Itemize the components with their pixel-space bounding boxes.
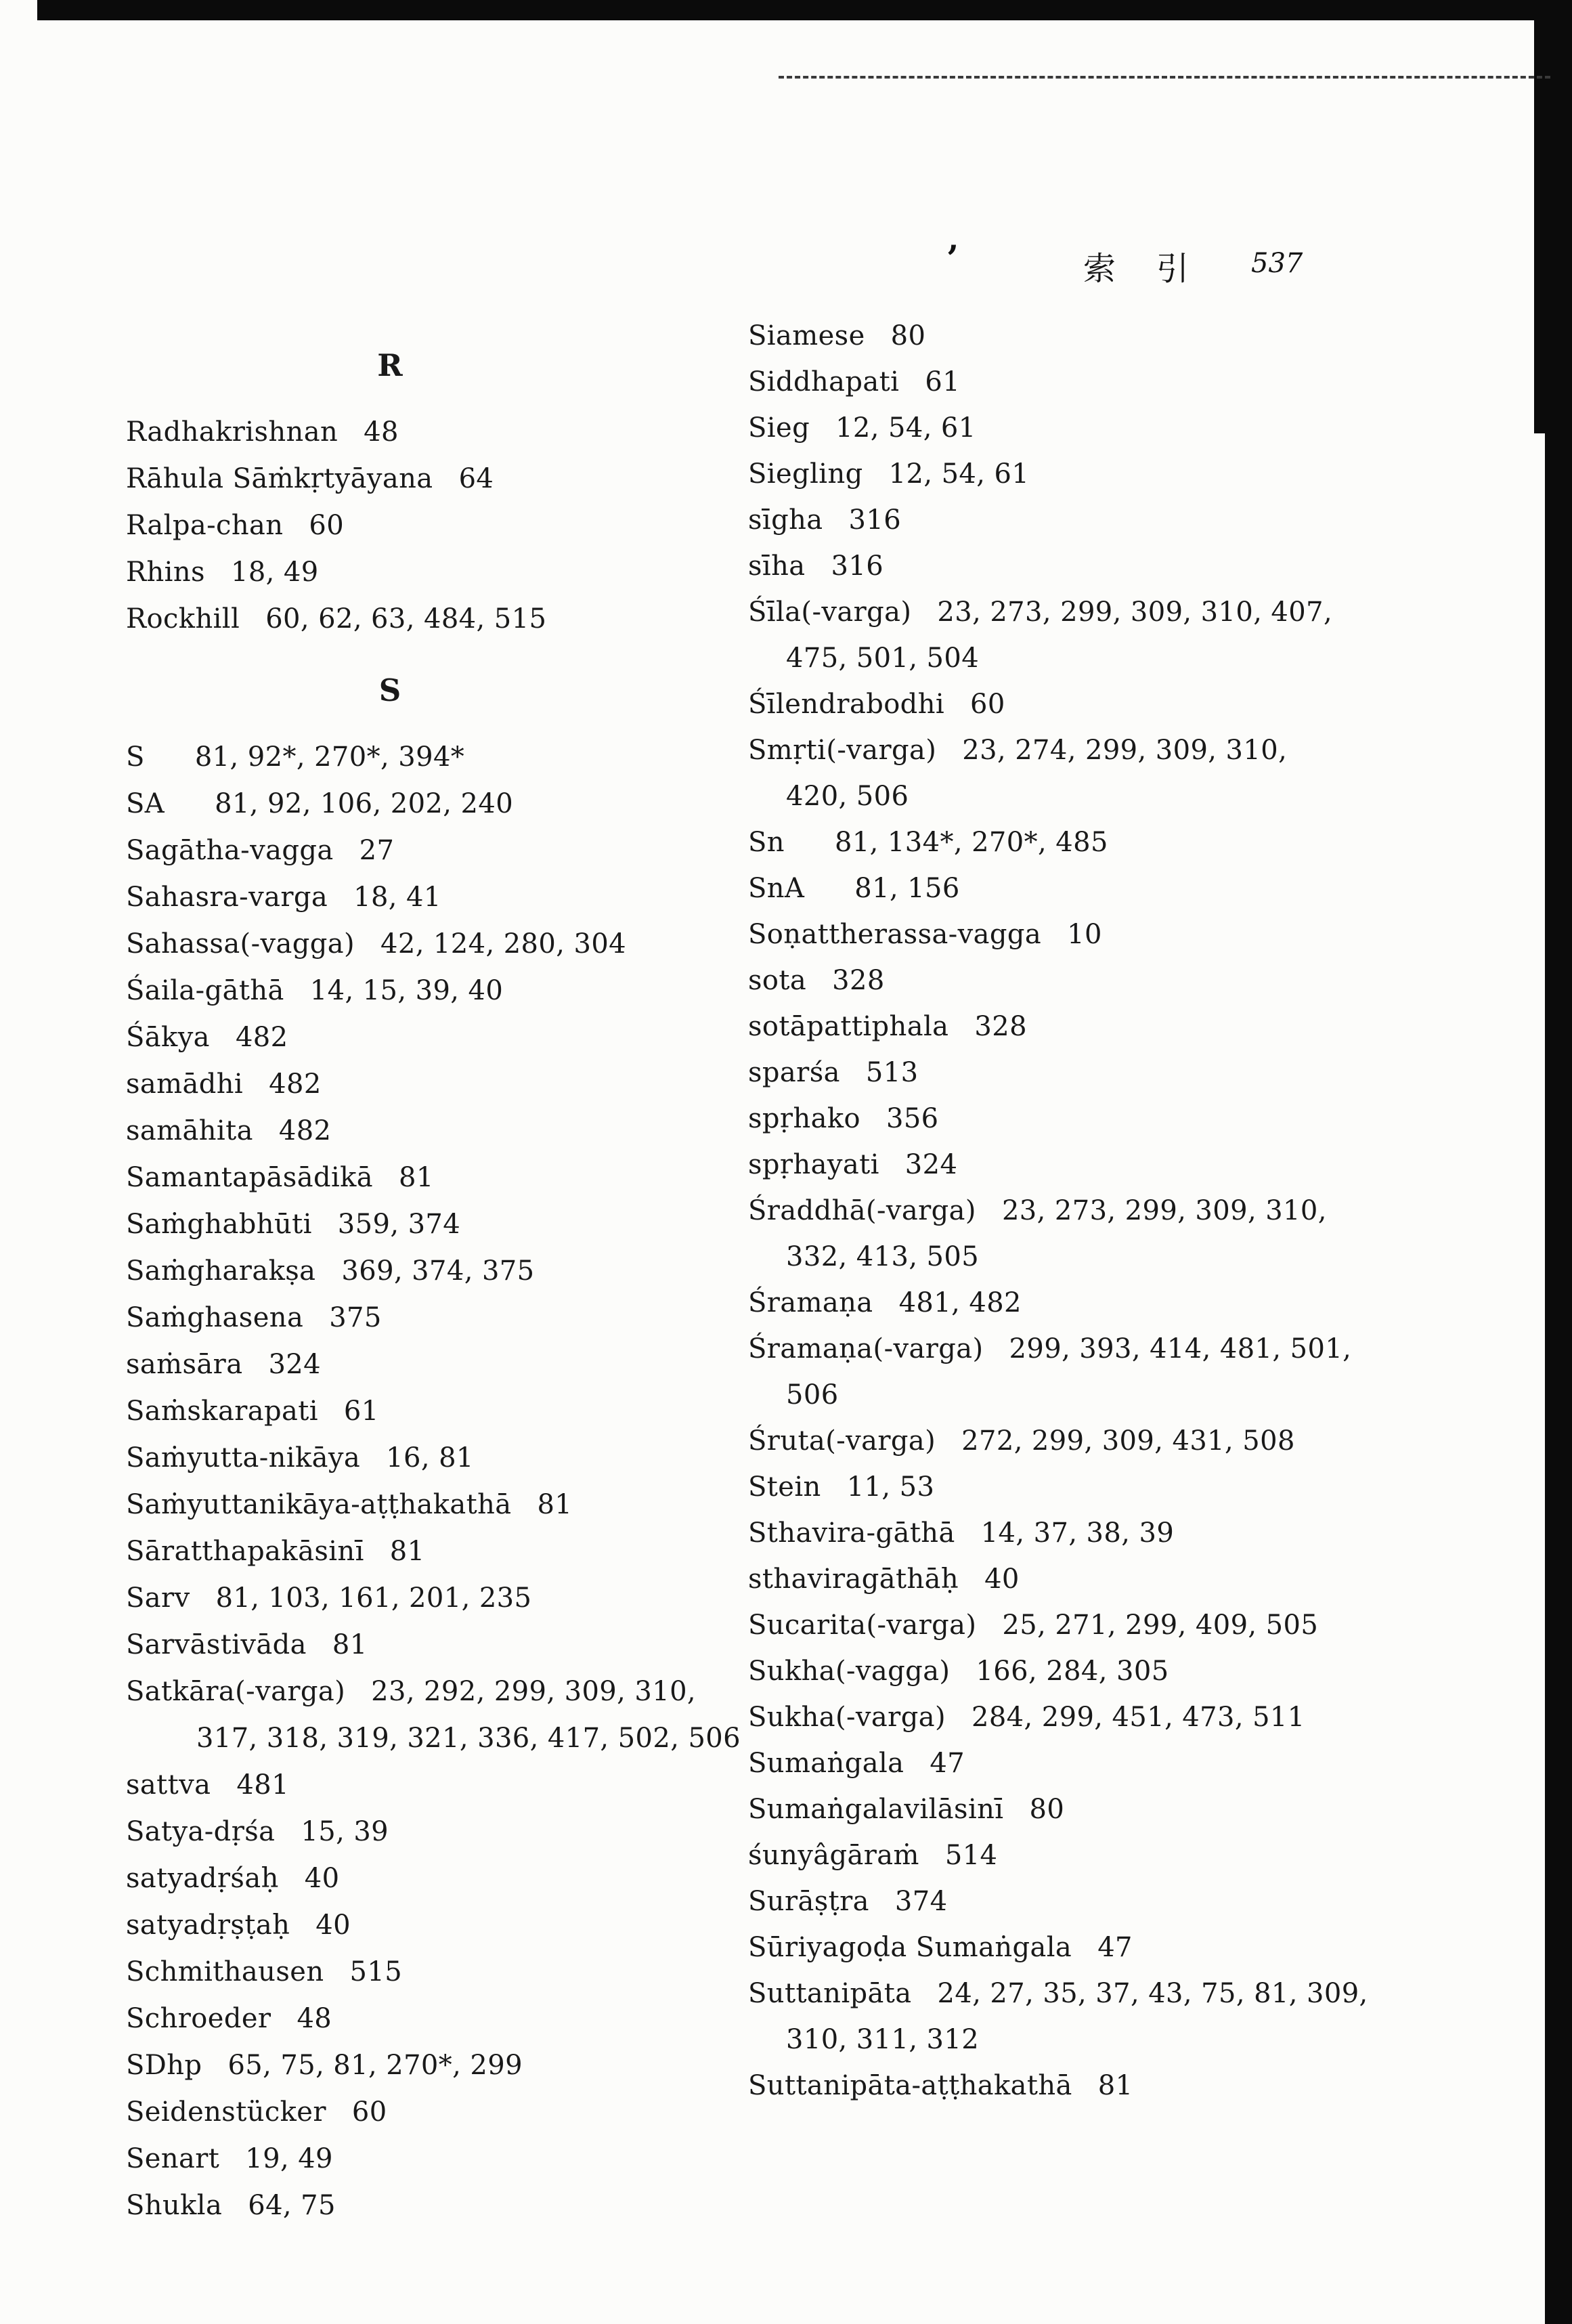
index-entry — [126, 549, 776, 596]
index-entry — [748, 911, 1544, 957]
entry-refs: 514 — [944, 1840, 998, 1871]
index-entry — [126, 1949, 776, 1996]
index-entry — [748, 1418, 1544, 1464]
entry-term: Sarv — [126, 1583, 190, 1614]
continuation-line: 317, 318, 319, 321, 336, 417, 502, 506 — [196, 1723, 741, 1754]
entry-term: Sucarita(-varga) — [748, 1610, 977, 1641]
index-entry — [748, 1786, 1544, 1832]
continuation-line: 506 — [786, 1379, 839, 1411]
entry-term: Siamese — [748, 320, 865, 351]
index-entry — [126, 827, 776, 874]
entry-refs: 64, 75 — [248, 2190, 336, 2221]
index-entry — [748, 1878, 1544, 1924]
entry-refs: 61 — [343, 1396, 379, 1427]
entry-term: spṛhayati — [748, 1149, 879, 1180]
entry-refs: 40 — [984, 1564, 1020, 1595]
entry-term: Śruta(-varga) — [748, 1425, 936, 1457]
index-entry — [748, 1556, 1544, 1602]
entry-term: Suttanipāta — [748, 1978, 912, 2009]
entry-term: Sūriyagoḍa Sumaṅgala — [748, 1932, 1072, 1963]
ink-mark: ’ — [946, 238, 959, 280]
index-entry — [126, 2089, 776, 2136]
entry-refs: 65, 75, 81, 270*, 299 — [227, 2050, 523, 2081]
index-entry — [126, 781, 776, 827]
entry-refs: 515 — [349, 1956, 403, 1987]
entry-term: Siegling — [748, 458, 863, 490]
entry-refs: 324 — [904, 1149, 958, 1180]
entry-refs: 482 — [269, 1069, 322, 1100]
entry-term: sattva — [126, 1769, 211, 1801]
index-entry — [126, 596, 776, 643]
index-entry — [126, 1201, 776, 1248]
entry-refs: 48 — [364, 416, 399, 448]
entry-term: samāhita — [126, 1115, 253, 1146]
scan-fold-dashed-line — [779, 76, 1550, 79]
continuation-line: 332, 413, 505 — [786, 1241, 980, 1272]
index-entry — [748, 1740, 1544, 1786]
entry-term: sīha — [748, 551, 806, 582]
entry-term: Saṁghabhūti — [126, 1209, 312, 1240]
entry-refs: 60 — [309, 510, 345, 541]
continuation-line: 475, 501, 504 — [786, 643, 980, 674]
index-entry — [748, 359, 1544, 405]
entry-term: Senart — [126, 2143, 220, 2174]
entry-refs: 81 — [389, 1536, 425, 1567]
entry-term: Surāṣṭra — [748, 1886, 869, 1917]
entry-term: satyadṛṣṭaḥ — [126, 1910, 290, 1941]
entry-refs: 27 — [359, 835, 395, 866]
entry-refs: 81, 92*, 270*, 394* — [194, 741, 465, 773]
index-entry — [126, 1014, 776, 1061]
entry-term: Smṛti(-varga) — [748, 735, 937, 766]
entry-term: Suttanipāta-aṭṭhakathā — [748, 2070, 1072, 2101]
entry-refs: 481, 482 — [898, 1287, 1022, 1318]
index-entry — [126, 2042, 776, 2089]
entry-term: Satya-dṛśa — [126, 1816, 276, 1847]
entry-term: Saṁghasena — [126, 1302, 304, 1333]
index-entry — [748, 497, 1544, 543]
entry-term: Radhakrishnan — [126, 416, 339, 448]
entry-term: Samantapāsādikā — [126, 1162, 374, 1193]
index-entry — [748, 1142, 1544, 1188]
entry-refs: 316 — [848, 504, 902, 536]
index-entry — [126, 1622, 776, 1669]
entry-refs: 40 — [315, 1910, 351, 1941]
entry-term: Schmithausen — [126, 1956, 324, 1987]
entry-term: Sahasra-varga — [126, 882, 328, 913]
index-entry — [748, 1694, 1544, 1740]
index-entry — [748, 957, 1544, 1004]
index-entry — [748, 313, 1544, 359]
index-entry — [748, 1602, 1544, 1648]
entry-refs: 81 — [332, 1629, 368, 1660]
index-entry — [748, 727, 1544, 773]
index-entry — [126, 1528, 776, 1575]
entry-refs: 47 — [930, 1748, 965, 1779]
entry-refs: 16, 81 — [386, 1442, 474, 1473]
entry-refs: 356 — [886, 1103, 939, 1134]
entry-term: Saṁyutta-nikāya — [126, 1442, 361, 1473]
entry-refs: 60 — [970, 689, 1005, 720]
entry-refs: 64 — [458, 463, 494, 494]
entry-refs: 81 — [1097, 2070, 1133, 2101]
entry-refs: 25, 271, 299, 409, 505 — [1002, 1610, 1319, 1641]
entry-term: Saṁyuttanikāya-aṭṭhakathā — [126, 1489, 512, 1520]
entry-refs: 81, 134*, 270*, 485 — [834, 827, 1108, 858]
index-entry — [748, 1832, 1544, 1878]
entry-refs: 81, 92, 106, 202, 240 — [215, 788, 514, 819]
entry-term: śunyâgāraṁ — [748, 1840, 919, 1871]
entry-refs: 482 — [278, 1115, 332, 1146]
entry-term: Śīlendrabodhi — [748, 689, 945, 720]
entry-refs: 15, 39 — [301, 1816, 389, 1847]
index-entry — [748, 681, 1544, 727]
index-entry — [126, 1295, 776, 1341]
index-column-left — [126, 342, 776, 2229]
entry-refs: 375 — [329, 1302, 382, 1333]
entry-refs: 18, 41 — [353, 882, 441, 913]
index-entry — [748, 405, 1544, 451]
entry-term: Sagātha-vagga — [126, 835, 334, 866]
index-entry — [748, 1648, 1544, 1694]
index-entry — [126, 1902, 776, 1949]
index-entry — [748, 1510, 1544, 1556]
entry-refs: 81, 103, 161, 201, 235 — [215, 1583, 532, 1614]
index-entry — [126, 734, 776, 781]
scan-edge-top-artifact — [37, 0, 1572, 20]
entry-term: Śraddhā(-varga) — [748, 1195, 976, 1226]
entry-refs: 23, 273, 299, 309, 310, — [1001, 1195, 1327, 1226]
index-entry — [126, 874, 776, 921]
entry-term: Soṇattherassa-vagga — [748, 919, 1042, 950]
entry-term: SnA — [748, 873, 805, 904]
index-entry — [748, 1326, 1544, 1372]
entry-term: samādhi — [126, 1069, 244, 1100]
index-entry — [126, 1155, 776, 1201]
entry-term: Saṁgharakṣa — [126, 1255, 316, 1287]
entry-term: Sāratthapakāsinī — [126, 1536, 364, 1567]
entry-refs: 19, 49 — [245, 2143, 333, 2174]
entry-refs: 328 — [974, 1011, 1027, 1042]
index-entry — [126, 409, 776, 456]
index-entry — [126, 1435, 776, 1482]
index-entry — [126, 1575, 776, 1622]
index-entry — [126, 2136, 776, 2182]
continuation-line: 310, 311, 312 — [786, 2024, 980, 2055]
index-entry — [126, 1809, 776, 1855]
entry-refs: 324 — [268, 1349, 322, 1380]
entry-refs: 81 — [399, 1162, 434, 1193]
entry-term: sthaviragāthāḥ — [748, 1564, 959, 1595]
entry-term: Stein — [748, 1471, 821, 1503]
index-entry — [748, 543, 1544, 589]
index-entry — [748, 589, 1544, 635]
index-entry — [126, 456, 776, 502]
entry-refs: 81 — [537, 1489, 573, 1520]
entry-term: spṛhako — [748, 1103, 860, 1134]
entry-term: sota — [748, 965, 807, 996]
entry-term: Sukha(-vagga) — [748, 1656, 951, 1687]
entry-refs: 14, 15, 39, 40 — [309, 975, 504, 1006]
entry-refs: 369, 374, 375 — [341, 1255, 535, 1287]
index-entry — [748, 1464, 1544, 1510]
entry-term: SA — [126, 788, 165, 819]
entry-term: Sukha(-varga) — [748, 1702, 946, 1733]
entry-term: saṁsāra — [126, 1349, 243, 1380]
entry-term: Shukla — [126, 2190, 223, 2221]
entry-refs: 23, 292, 299, 309, 310, — [371, 1676, 697, 1707]
entry-refs: 12, 54, 61 — [835, 412, 976, 444]
entry-refs: 12, 54, 61 — [888, 458, 1030, 490]
index-entry — [126, 921, 776, 968]
entry-term: sotāpattiphala — [748, 1011, 949, 1042]
index-entry — [126, 1248, 776, 1295]
entry-refs: 47 — [1097, 1932, 1133, 1963]
entry-refs: 80 — [890, 320, 926, 351]
section-heading: S — [378, 672, 401, 708]
entry-term: Śīla(-varga) — [748, 597, 912, 628]
index-entry — [748, 1004, 1544, 1050]
entry-refs: 60, 62, 63, 484, 515 — [265, 603, 547, 634]
entry-refs: 80 — [1029, 1794, 1065, 1825]
index-entry — [126, 1108, 776, 1155]
entry-term: Rockhill — [126, 603, 240, 634]
section-heading: R — [377, 347, 403, 383]
entry-refs: 42, 124, 280, 304 — [380, 928, 627, 960]
entry-term: Sthavira-gāthā — [748, 1518, 955, 1549]
entry-term: Seidenstücker — [126, 2096, 326, 2128]
index-entry — [126, 1388, 776, 1435]
entry-refs: 23, 273, 299, 309, 310, 407, — [937, 597, 1333, 628]
entry-term: Śākya — [126, 1022, 210, 1053]
entry-term: satyadṛśaḥ — [126, 1863, 279, 1894]
index-entry — [748, 1096, 1544, 1142]
index-entry — [748, 1924, 1544, 1971]
entry-term: Sumaṅgala — [748, 1748, 904, 1779]
entry-refs: 284, 299, 451, 473, 511 — [971, 1702, 1305, 1733]
page-number: 537 — [1251, 248, 1303, 279]
entry-refs: 48 — [297, 2003, 332, 2034]
entry-term: Siddhapati — [748, 366, 900, 397]
entry-term: Schroeder — [126, 2003, 271, 2034]
entry-term: Śramaṇa(-varga) — [748, 1333, 984, 1364]
continuation-line: 420, 506 — [786, 781, 909, 812]
index-entry — [126, 1482, 776, 1528]
entry-term: Sarvāstivāda — [126, 1629, 307, 1660]
index-entry — [748, 2063, 1544, 2109]
index-title-cjk: 索 引 — [1083, 250, 1194, 288]
entry-term: Sn — [748, 827, 785, 858]
entry-refs: 299, 393, 414, 481, 501, — [1009, 1333, 1352, 1364]
entry-refs: 482 — [235, 1022, 288, 1053]
entry-refs: 513 — [865, 1057, 919, 1088]
entry-term: Saṁskarapati — [126, 1396, 318, 1427]
entry-refs: 18, 49 — [230, 557, 319, 588]
entry-refs: 11, 53 — [846, 1471, 935, 1503]
index-entry — [748, 451, 1544, 497]
entry-term: Rhins — [126, 557, 205, 588]
entry-term: Rāhula Sāṁkṛtyāyana — [126, 463, 433, 494]
entry-term: SDhp — [126, 2050, 202, 2081]
index-entry — [748, 1971, 1544, 2017]
index-entry — [126, 1762, 776, 1809]
index-entry — [126, 1996, 776, 2042]
entry-term: Ralpa-chan — [126, 510, 284, 541]
entry-refs: 24, 27, 35, 37, 43, 75, 81, 309, — [937, 1978, 1368, 2009]
entry-refs: 81, 156 — [854, 873, 960, 904]
entry-refs: 374 — [894, 1886, 948, 1917]
entry-term: sparśa — [748, 1057, 840, 1088]
entry-refs: 61 — [925, 366, 961, 397]
index-entry — [748, 819, 1544, 865]
entry-refs: 328 — [832, 965, 885, 996]
entry-refs: 359, 374 — [337, 1209, 461, 1240]
entry-term: sīgha — [748, 504, 823, 536]
entry-refs: 60 — [351, 2096, 387, 2128]
entry-refs: 14, 37, 38, 39 — [980, 1518, 1175, 1549]
index-entry — [748, 865, 1544, 911]
index-entry — [748, 1280, 1544, 1326]
entry-term: Sieg — [748, 412, 810, 444]
entry-refs: 166, 284, 305 — [976, 1656, 1169, 1687]
entry-term: Satkāra(-varga) — [126, 1676, 346, 1707]
index-entry — [126, 2182, 776, 2229]
entry-term: Śramaṇa — [748, 1287, 873, 1318]
index-entry — [126, 1341, 776, 1388]
entry-term: Śaila-gāthā — [126, 975, 284, 1006]
entry-term: Sahassa(-vagga) — [126, 928, 355, 960]
entry-refs: 10 — [1067, 919, 1102, 950]
index-entry — [126, 1855, 776, 1902]
entry-refs: 40 — [304, 1863, 340, 1894]
index-entry — [126, 1061, 776, 1108]
index-entry — [748, 1050, 1544, 1096]
entry-refs: 481 — [236, 1769, 289, 1801]
index-entry — [126, 1669, 776, 1715]
entry-term: S — [126, 741, 145, 773]
scan-edge-right-artifact — [1545, 0, 1572, 2324]
entry-refs: 316 — [831, 551, 884, 582]
index-entry — [126, 968, 776, 1014]
index-column-right — [748, 313, 1544, 2109]
entry-refs: 23, 274, 299, 309, 310, — [962, 735, 1288, 766]
index-entry — [748, 1188, 1544, 1234]
entry-refs: 272, 299, 309, 431, 508 — [961, 1425, 1295, 1457]
index-entry — [126, 502, 776, 549]
entry-term: Sumaṅgalavilāsinī — [748, 1794, 1004, 1825]
